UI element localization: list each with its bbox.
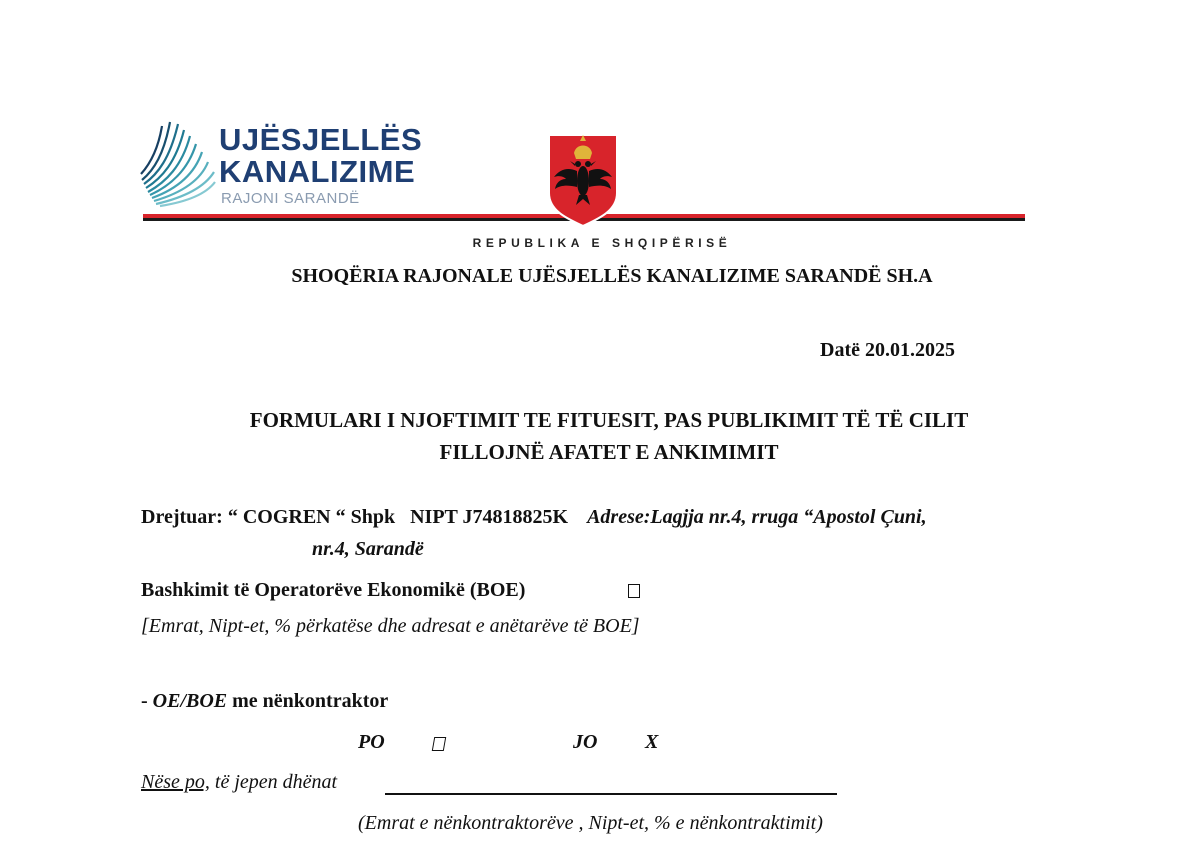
form-title-line1: FORMULARI I NJOFTIMIT TE FITUESIT, PAS PUBLIKIMIT TË TË CILIT [249,408,969,432]
po-label: PO [358,731,385,753]
if-yes-underlined: Nëse po, [141,771,210,793]
wave-logo-icon [140,118,216,208]
if-yes-rest: të jepen dhënat [209,771,338,793]
addressee-label: Drejtuar: [141,506,223,528]
form-title-line2: FILLOJNË AFATET E ANKIMIMIT [439,440,779,464]
subcontractor-dash: - [141,690,153,712]
document-date: Datë 20.01.2025 [820,339,955,361]
subcontractor-note: (Emrat e nënkontraktorëve , Nipt-et, % e nënkontraktimit) [358,812,823,834]
subcontractor-entity: OE/BOE [152,690,228,712]
addressee-nipt: NIPT J74818825K [410,506,569,528]
po-checkbox[interactable] [432,737,446,751]
republic-caption: REPUBLIKA E SHQIPËRISË [472,236,732,250]
subcontractor-label: me nënkontraktor [227,690,389,712]
addressee-address: Adrese:Lagjja nr.4, rruga “Apostol Çuni, [587,506,927,528]
boe-checkbox[interactable] [628,584,640,598]
logo-title-line2: KANALIZIME [219,154,416,189]
company-name: SHOQËRIA RAJONALE UJËSJELLËS KANALIZIME SARANDË SH.A [291,265,933,287]
addressee-address-cont: nr.4, Sarandë [312,538,424,560]
jo-label: JO [573,731,598,753]
logo-subtitle: RAJONI SARANDË [221,190,360,207]
subcontractor-fill-line[interactable] [385,793,837,795]
coat-of-arms-icon [546,131,620,227]
jo-checkbox-mark[interactable]: X [645,731,659,753]
addressee-company: “ COGREN “ Shpk [227,506,396,528]
addressee-line [141,507,927,527]
boe-note: [Emrat, Nipt-et, % përkatëse dhe adresat e anëtarëve të BOE] [141,615,640,637]
boe-label: Bashkimit të Operatorëve Ekonomikë (BOE) [141,579,526,601]
logo-title-line1: UJËSJELLËS [219,122,423,157]
if-yes-line [141,772,337,792]
subcontractor-question [141,691,388,711]
